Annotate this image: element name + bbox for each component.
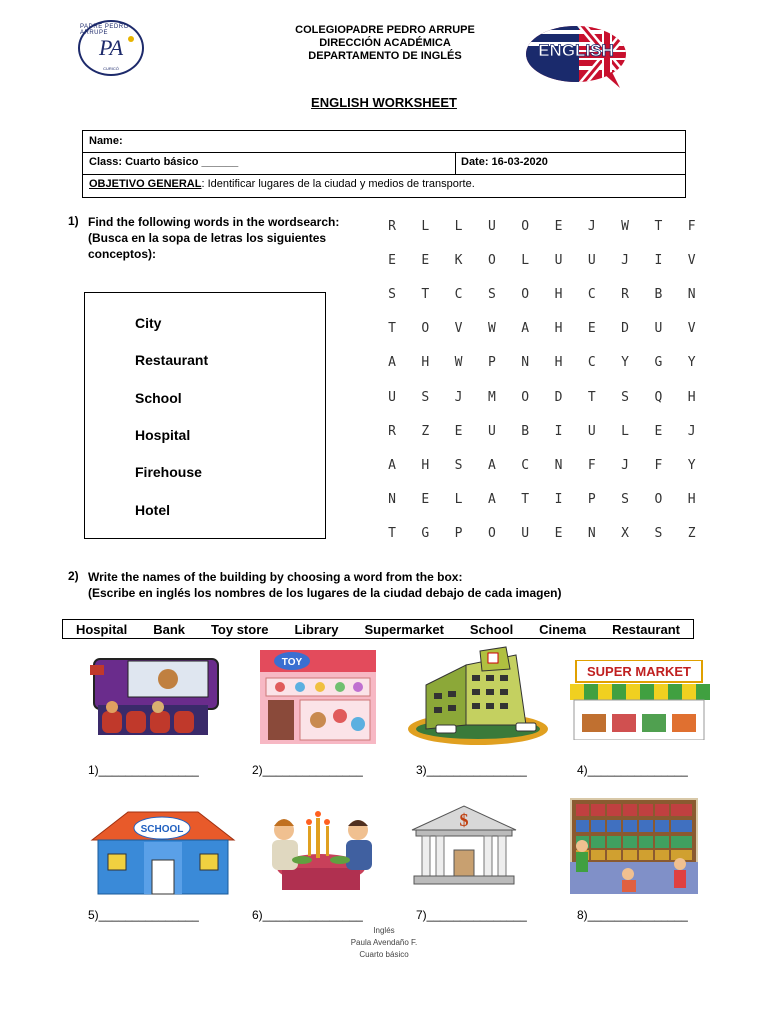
- word-bank-item: Restaurant: [612, 621, 680, 637]
- wordsearch-letter[interactable]: U: [388, 389, 396, 405]
- wordsearch-letter[interactable]: A: [521, 321, 530, 337]
- word-item: Hotel: [135, 502, 170, 518]
- wordsearch-letter[interactable]: R: [388, 423, 396, 439]
- wordsearch-letter[interactable]: Y: [687, 457, 696, 473]
- class-label: Class: Cuarto básico ______: [89, 156, 239, 168]
- wordsearch-letter[interactable]: D: [621, 321, 629, 337]
- wordsearch-letter[interactable]: H: [554, 355, 563, 371]
- wordsearch-letter[interactable]: E: [654, 423, 663, 439]
- word-bank-item: School: [469, 621, 514, 637]
- wordsearch-letter[interactable]: E: [587, 321, 596, 337]
- wordsearch-letter[interactable]: V: [687, 253, 696, 269]
- word-bank-item: Supermarket: [364, 621, 444, 637]
- english-logo-text: ENGLISH: [538, 41, 614, 60]
- wordsearch-letter[interactable]: P: [587, 491, 596, 507]
- word-item: Firehouse: [135, 464, 202, 480]
- wordsearch-letter[interactable]: N: [554, 457, 563, 473]
- wordsearch-letter[interactable]: U: [587, 253, 596, 269]
- answer-line-5[interactable]: 5)_______________: [88, 908, 199, 922]
- wordsearch-letter[interactable]: O: [487, 253, 496, 269]
- question-1-instructions: [88, 214, 356, 262]
- wordsearch-letter[interactable]: U: [554, 253, 563, 269]
- wordsearch-letter[interactable]: J: [587, 219, 596, 234]
- wordsearch-letter[interactable]: S: [621, 389, 629, 405]
- word-item: Restaurant: [135, 352, 209, 368]
- department-english: DEPARTAMENTO DE INGLÉS: [308, 50, 462, 62]
- footer-teacher: Paula Avendaño F.: [350, 938, 418, 947]
- wordsearch-letter[interactable]: E: [554, 525, 563, 541]
- wordsearch-letter[interactable]: X: [621, 525, 629, 541]
- word-bank-item: Cinema: [539, 621, 587, 637]
- wordsearch-letter[interactable]: N: [687, 287, 696, 303]
- wordsearch-letter[interactable]: O: [521, 287, 530, 303]
- question-1-number: 1): [68, 214, 79, 228]
- word-bank-item: Toy store: [210, 621, 269, 637]
- answer-line-3[interactable]: 3)_______________: [416, 763, 527, 777]
- toy-store-picture: [256, 650, 382, 744]
- objective-text: [89, 178, 475, 190]
- objective-description: : Identificar lugares de la ciudad y medios de transporte.: [201, 178, 475, 190]
- wordsearch-letter[interactable]: Z: [687, 525, 696, 541]
- footer-subject: Inglés: [373, 926, 395, 935]
- name-label: Name:: [89, 135, 123, 147]
- wordsearch-letter[interactable]: L: [621, 423, 629, 439]
- answer-line-7[interactable]: 7)_______________: [416, 908, 527, 922]
- wordsearch-letter[interactable]: Z: [421, 423, 430, 439]
- cinema-picture: [88, 655, 224, 739]
- wordsearch-letter[interactable]: T: [587, 389, 596, 405]
- english-flag-logo: [524, 22, 634, 88]
- date-label: Date: 16-03-2020: [461, 156, 548, 168]
- question-1-instruction-es: (Busca en la sopa de letras los siguientes conceptos):: [88, 231, 327, 261]
- word-bank-item: Bank: [153, 621, 185, 637]
- wordsearch-letter[interactable]: T: [521, 491, 530, 507]
- wordsearch-letter[interactable]: T: [388, 525, 396, 541]
- wordsearch-letter[interactable]: H: [554, 321, 563, 337]
- answer-line-4[interactable]: 4)_______________: [577, 763, 688, 777]
- wordsearch-letter[interactable]: V: [454, 321, 463, 337]
- logo-star-icon: [128, 36, 134, 42]
- wordsearch-letter[interactable]: A: [388, 355, 396, 371]
- word-bank-item: Library: [294, 621, 339, 637]
- wordsearch-letter[interactable]: C: [454, 287, 463, 303]
- wordsearch-letter[interactable]: T: [388, 321, 396, 337]
- wordsearch-letter[interactable]: S: [487, 287, 496, 303]
- wordsearch-letter[interactable]: S: [454, 457, 463, 473]
- wordsearch-letter[interactable]: O: [654, 491, 663, 507]
- wordsearch-letter[interactable]: U: [521, 525, 530, 541]
- wordsearch-letter[interactable]: H: [554, 287, 563, 303]
- answer-line-8[interactable]: 8)_______________: [577, 908, 688, 922]
- department-academic: DIRECCIÓN ACADÉMICA: [319, 37, 451, 49]
- word-item: Hospital: [135, 427, 191, 443]
- wordsearch-letter[interactable]: E: [421, 253, 430, 269]
- wordsearch-letter[interactable]: R: [621, 287, 629, 303]
- wordsearch-letter[interactable]: I: [654, 253, 663, 269]
- school-header: [230, 24, 540, 63]
- column-divider: [455, 152, 456, 174]
- wordsearch-letter[interactable]: T: [421, 287, 430, 303]
- wordsearch-letter[interactable]: E: [454, 423, 463, 439]
- question-2-instruction-en: Write the names of the building by choosing a word from the box:: [88, 570, 463, 584]
- wordsearch-letter[interactable]: F: [687, 219, 696, 234]
- wordsearch-letter[interactable]: W: [621, 219, 629, 234]
- hospital-picture: [406, 645, 548, 745]
- wordsearch-letter[interactable]: M: [487, 389, 496, 405]
- wordsearch-letter[interactable]: P: [454, 525, 463, 541]
- answer-line-2[interactable]: 2)_______________: [252, 763, 363, 777]
- wordsearch-letter[interactable]: Q: [654, 389, 663, 405]
- wordsearch-letter[interactable]: F: [654, 457, 663, 473]
- wordsearch-letter[interactable]: D: [554, 389, 563, 405]
- word-bank-box: [62, 619, 694, 639]
- wordsearch-letter[interactable]: E: [554, 219, 563, 234]
- wordsearch-letter[interactable]: G: [421, 525, 430, 541]
- wordsearch-letter[interactable]: F: [587, 457, 596, 473]
- wordsearch-letter[interactable]: O: [521, 219, 530, 234]
- school-sign: SCHOOL: [140, 824, 184, 835]
- question-2-instructions: [88, 569, 648, 601]
- wordsearch-letter[interactable]: B: [521, 423, 530, 439]
- wordsearch-letter[interactable]: H: [687, 491, 696, 507]
- wordsearch-letter[interactable]: N: [388, 491, 396, 507]
- wordsearch-letter[interactable]: R: [388, 219, 396, 234]
- wordsearch-letter[interactable]: L: [454, 219, 463, 234]
- wordsearch-letter[interactable]: L: [454, 491, 463, 507]
- wordsearch-letter[interactable]: C: [587, 287, 596, 303]
- worksheet-title: ENGLISH WORKSHEET: [311, 95, 457, 110]
- word-list-box: [84, 292, 326, 539]
- answer-line-1[interactable]: 1)_______________: [88, 763, 199, 777]
- wordsearch-letter[interactable]: E: [421, 491, 430, 507]
- wordsearch-letter[interactable]: L: [521, 253, 530, 269]
- wordsearch-letter[interactable]: W: [454, 355, 463, 371]
- bank-picture: [408, 804, 520, 886]
- wordsearch-letter[interactable]: U: [487, 219, 496, 234]
- wordsearch-letter[interactable]: I: [554, 423, 563, 439]
- wordsearch-letter[interactable]: Y: [687, 355, 696, 371]
- wordsearch-letter[interactable]: J: [687, 423, 696, 439]
- question-2-instruction-es: (Escribe en inglés los nombres de los lugares de la ciudad debajo de cada imagen): [88, 586, 562, 600]
- school-name: COLEGIOPADRE PEDRO ARRUPE: [295, 24, 475, 36]
- wordsearch-letter[interactable]: A: [487, 457, 496, 473]
- logo-initials: PA: [98, 35, 124, 60]
- toy-store-sign: TOY: [281, 657, 303, 668]
- wordsearch-letter[interactable]: H: [687, 389, 696, 405]
- answer-line-6[interactable]: 6)_______________: [252, 908, 363, 922]
- footer-grade: Cuarto básico: [359, 950, 409, 959]
- question-2-number: 2): [68, 569, 79, 583]
- wordsearch-letter[interactable]: J: [621, 457, 629, 473]
- wordsearch-letter[interactable]: K: [454, 253, 463, 269]
- wordsearch-letter[interactable]: N: [587, 525, 596, 541]
- wordsearch-letter[interactable]: B: [654, 287, 663, 303]
- wordsearch-letter[interactable]: H: [421, 355, 430, 371]
- wordsearch-letter[interactable]: W: [487, 321, 496, 337]
- logo-ring-text: PADRE PEDRO ARRUPE: [80, 24, 129, 36]
- wordsearch-letter[interactable]: G: [654, 355, 663, 371]
- word-item: School: [135, 390, 182, 406]
- wordsearch-letter[interactable]: S: [421, 389, 430, 405]
- wordsearch-letter[interactable]: N: [521, 355, 530, 371]
- wordsearch-letter[interactable]: O: [421, 321, 430, 337]
- word-bank-item: Hospital: [75, 621, 128, 637]
- wordsearch-letter[interactable]: I: [554, 491, 563, 507]
- page-footer: [0, 925, 768, 961]
- wordsearch-letter[interactable]: S: [388, 287, 396, 303]
- wordsearch-letter[interactable]: V: [687, 321, 696, 337]
- wordsearch-letter[interactable]: O: [487, 525, 496, 541]
- wordsearch-letter[interactable]: O: [521, 389, 530, 405]
- supermarket-picture: [568, 660, 710, 740]
- wordsearch-letter[interactable]: U: [487, 423, 496, 439]
- wordsearch-letter[interactable]: A: [388, 457, 396, 473]
- restaurant-picture: [262, 796, 380, 894]
- school-logo: [78, 20, 144, 76]
- word-item: City: [135, 315, 162, 331]
- wordsearch-letter[interactable]: E: [388, 253, 396, 269]
- wordsearch-letter[interactable]: Y: [621, 355, 629, 371]
- objective-label: OBJETIVO GENERAL: [89, 178, 202, 190]
- objective-row: [83, 174, 685, 198]
- bank-dollar-icon: $: [459, 810, 469, 830]
- class-date-row: [83, 152, 685, 175]
- supermarket-sign: SUPER MARKET: [586, 664, 692, 679]
- wordsearch-letter[interactable]: S: [654, 525, 663, 541]
- wordsearch-letter[interactable]: C: [587, 355, 596, 371]
- wordsearch-letter[interactable]: L: [421, 219, 430, 234]
- wordsearch-letter[interactable]: J: [621, 253, 629, 269]
- wordsearch-letter[interactable]: A: [487, 491, 496, 507]
- wordsearch-letter[interactable]: H: [421, 457, 430, 473]
- wordsearch-letter[interactable]: T: [654, 219, 663, 234]
- student-info-table: [82, 130, 686, 198]
- wordsearch-letter[interactable]: C: [521, 457, 530, 473]
- wordsearch-letter[interactable]: U: [654, 321, 663, 337]
- school-picture: [88, 808, 238, 896]
- library-picture: [570, 798, 698, 894]
- name-row[interactable]: [83, 131, 685, 153]
- wordsearch-letter[interactable]: U: [587, 423, 596, 439]
- wordsearch-letter[interactable]: J: [454, 389, 463, 405]
- wordsearch-letter[interactable]: P: [487, 355, 496, 371]
- wordsearch-letter[interactable]: S: [621, 491, 629, 507]
- question-1-instruction-en: Find the following words in the wordsearch:: [88, 215, 340, 229]
- logo-bottom-text: CURICÓ: [103, 66, 119, 71]
